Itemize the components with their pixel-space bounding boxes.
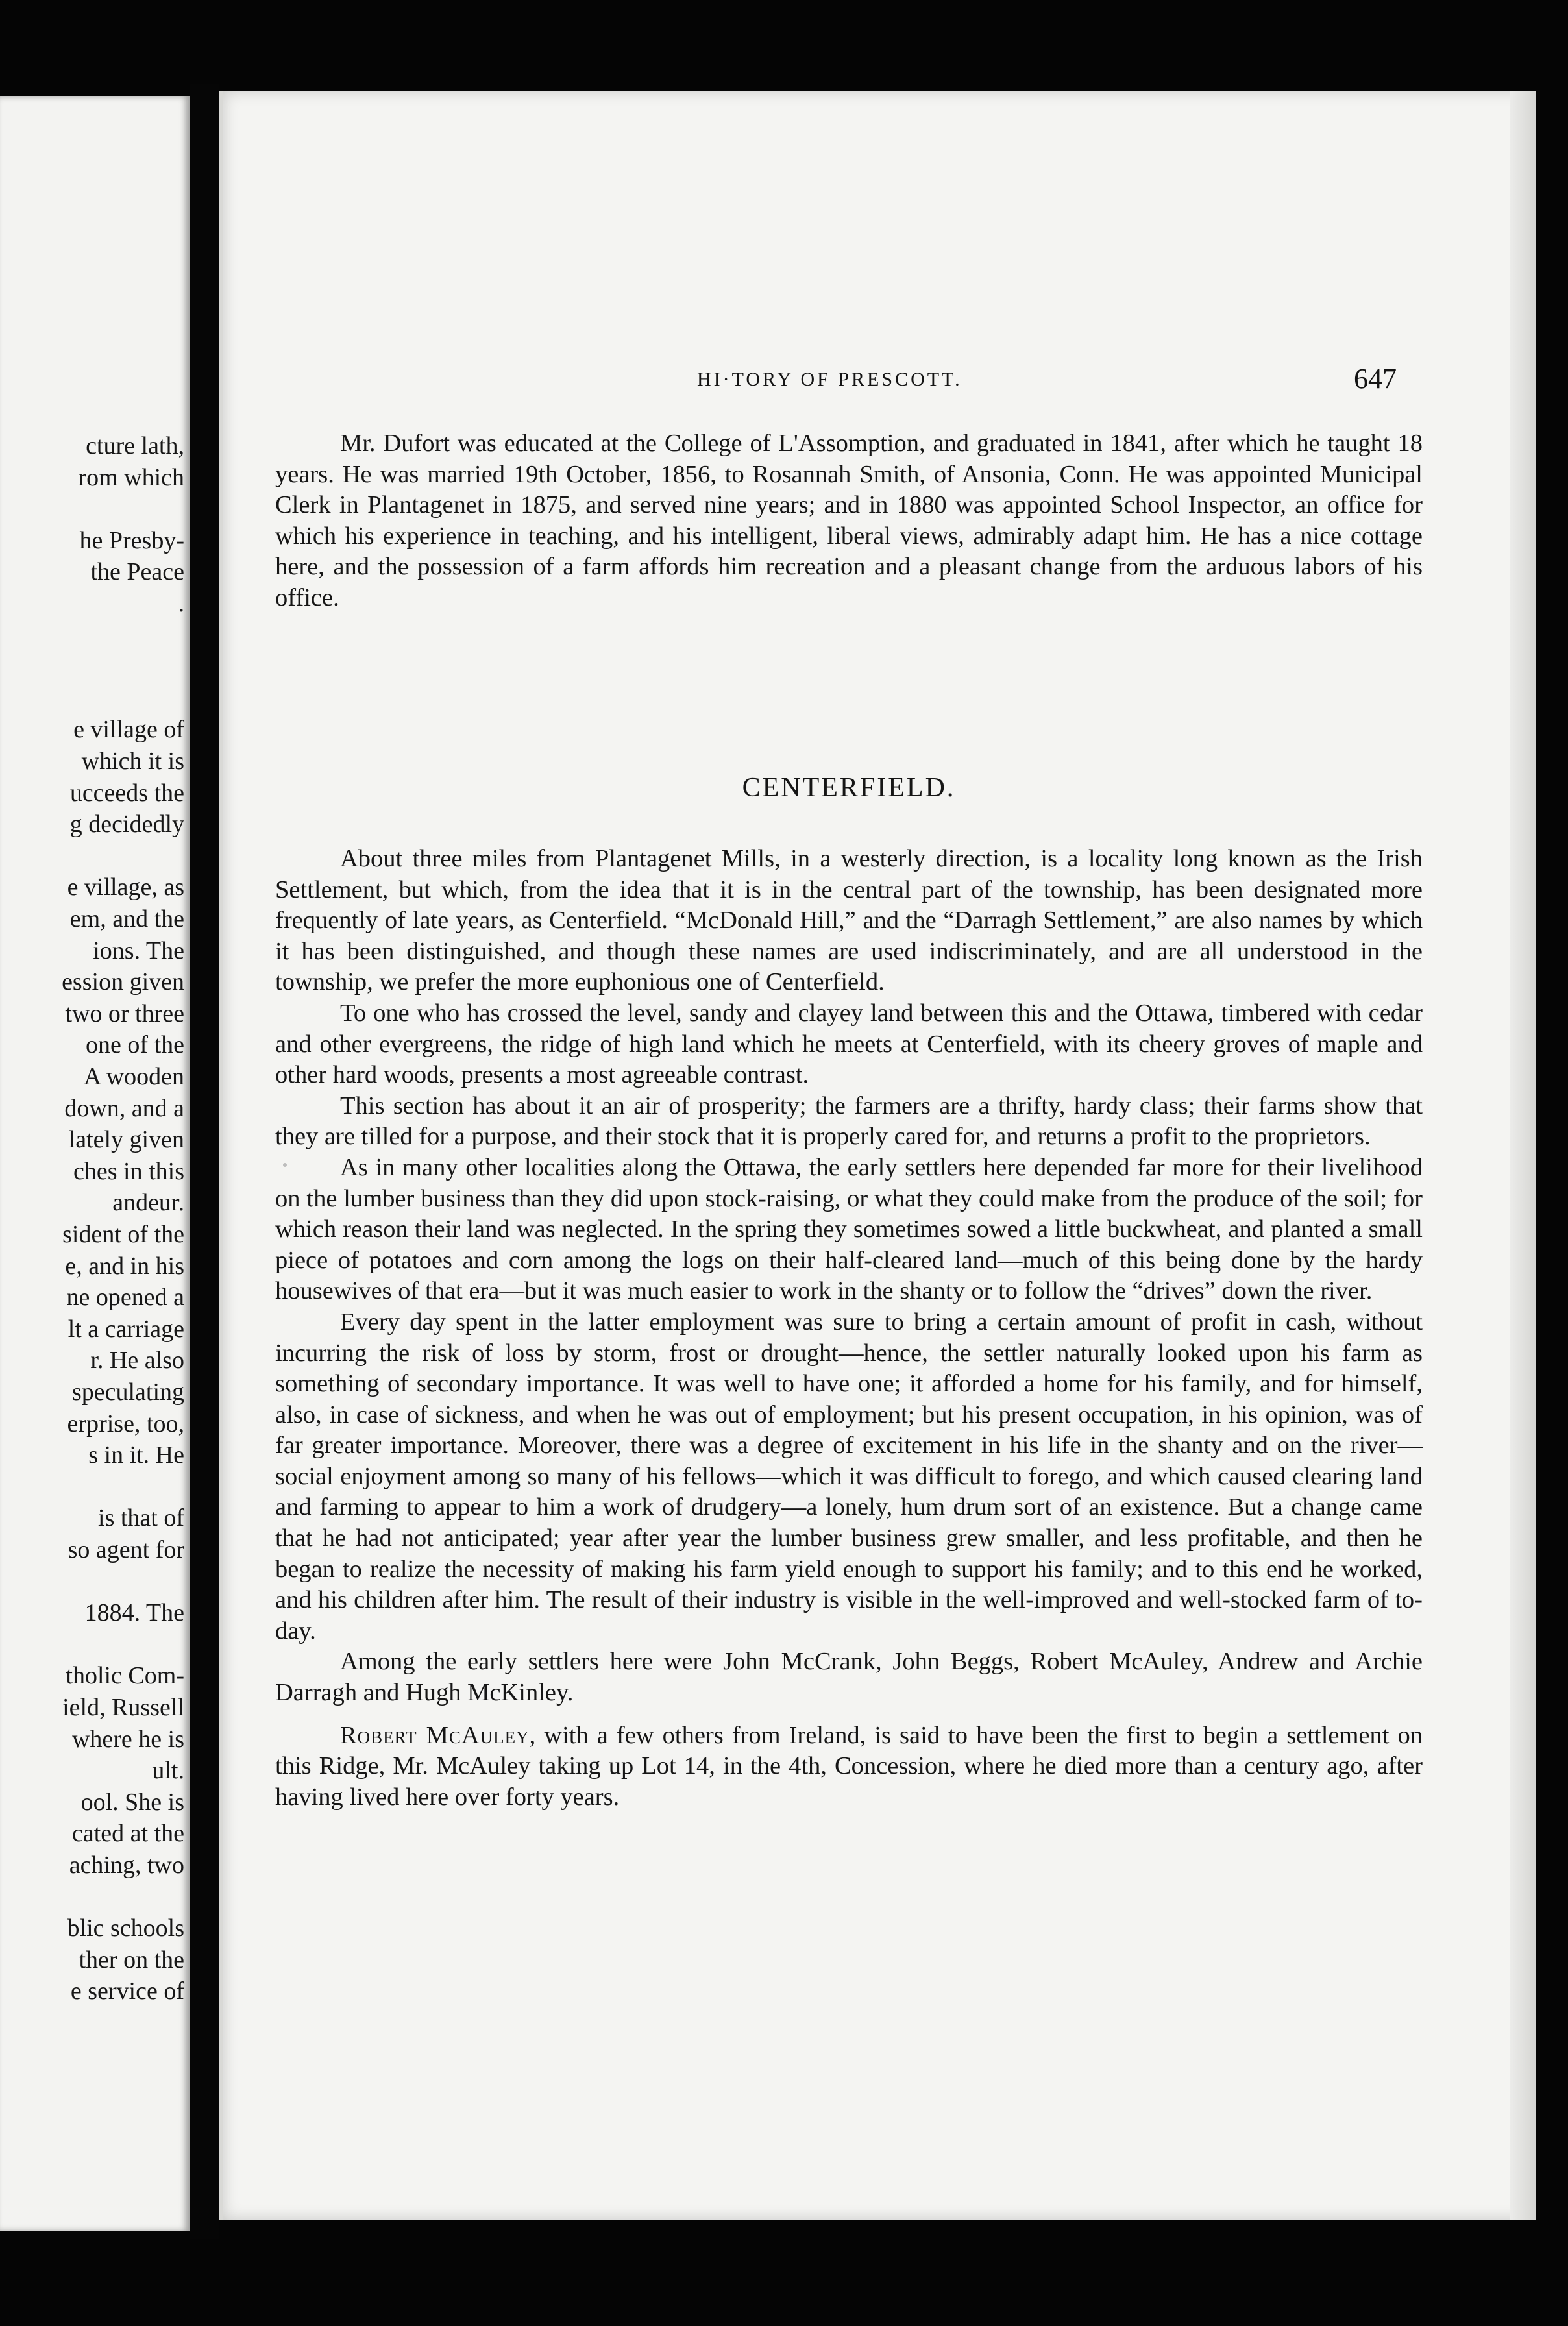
running-head bbox=[223, 363, 1536, 401]
left-page-line: speculating bbox=[71, 1378, 184, 1406]
left-page-line: aching, two bbox=[69, 1852, 184, 1879]
left-page-line: lt a carriage bbox=[67, 1315, 184, 1343]
left-page-line: cture lath, bbox=[86, 432, 184, 459]
running-title: HI·TORY OF PRESCOTT. bbox=[697, 369, 962, 390]
left-page-line: he Presby- bbox=[79, 526, 184, 554]
left-page-line: rom which bbox=[78, 463, 184, 491]
left-page-line: ucceeds the bbox=[69, 779, 184, 807]
biography-name: Robert McAuley bbox=[340, 1721, 530, 1749]
left-page-line: lately given bbox=[68, 1126, 184, 1154]
page-edge bbox=[1510, 91, 1536, 2220]
left-page-line: r. He also bbox=[90, 1347, 184, 1375]
paragraph: Every day spent in the latter employment was sure to bring a certain amount of profit in cash, without incurring the risk of loss by storm, frost or drought—hence, the settler naturally looked upon his farm as something of secondary importance. It was well to have one; it afforded a home for his family, and for himself, also, in case of sickness, and when he was out of employment; but his present occupation, in his opinion, was of far greater importance. Moreover, there was a degree of excitement in his life in the shanty and on the river—social enjoyment among so many of his fellows—which it was difficult to forego, and which caused clearing land and farming to appear to him a work of drudgery—a lonely, hum drum sort of an existence. But a change came that he had not anticipated; year after year the lumber business grew smaller, and less profitable, and then he began to realize the necessity of making his farm yield enough to support his family; and to this end he worked, and his children after him. The result of their industry is visible in the well-improved and well-stocked farm of to-day. bbox=[275, 1308, 1423, 1645]
left-facing-page bbox=[0, 96, 190, 2231]
left-page-line: ther on the bbox=[79, 1946, 184, 1974]
left-page-line: so agent for bbox=[67, 1536, 184, 1563]
left-page-line: ool. She is bbox=[80, 1788, 184, 1816]
left-page-line: ession given bbox=[62, 968, 184, 996]
left-page-line: one of the bbox=[86, 1031, 184, 1059]
paragraph: To one who has crossed the level, sandy and clayey land between this and the Ottawa, timbered with cedar and other evergreens, the ridge of high land which he meets at Centerfield, with its cheery groves of maple and other hard woods, presents a most agreeable contrast. bbox=[275, 999, 1423, 1089]
left-page-line: e, and in his bbox=[65, 1252, 184, 1280]
left-page-line: cated at the bbox=[71, 1820, 184, 1848]
left-page-line: ions. The bbox=[93, 937, 184, 964]
left-page-line: ult. bbox=[152, 1757, 184, 1785]
left-page-line: which it is bbox=[81, 748, 184, 775]
intro-paragraph: Mr. Dufort was educated at the College of L'Assomption, and graduated in 1841, after which he taught 18 years. He was married 19th October, 1856, to Rosannah Smith, of Ansonia, Conn. He was appointed Municipal Clerk in Plantagenet in 1875, and served nine years; and in 1880 was appointed School Inspector, an office for which his experience in teaching, and his intelligent, liberal views, admirably adapt him. He has a nice cottage here, and the possession of a farm affords him recreation and a pleasant change from the arduous labors of his office. bbox=[275, 430, 1423, 611]
biography-text: , with a few others from Ireland, is said to have been the first to begin a settlement on this Ridge, Mr. McAuley taking up Lot 14, in the 4th, Concession, where he died more than a century ago, after having lived here over forty years. bbox=[275, 1721, 1423, 1811]
page-number: 647 bbox=[1354, 363, 1397, 395]
left-page-line: g decidedly bbox=[69, 811, 184, 839]
biography-paragraph bbox=[275, 1720, 1423, 1813]
paragraph: As in many other localities along the Ottawa, the early settlers here depended far more for their livelihood on the lumber business than they did upon stock-raising, or what they could make from the produce of the soil; for which reason their land was neglected. In the spring they sometimes sowed a little buckwheat, and planted a small piece of potatoes and corn among the logs on their half-cleared land—much of this being done by the hardy housewives of that era—but it was much easier to work in the shanty or to follow the “drives” down the river. bbox=[275, 1153, 1423, 1305]
left-page-line: s in it. He bbox=[88, 1441, 184, 1469]
paragraph: Among the early settlers here were John McCrank, John Beggs, Robert McAuley, Andrew and Archie Darragh and Hugh McKinley. bbox=[275, 1648, 1423, 1707]
left-page-line: down, and a bbox=[64, 1094, 184, 1122]
left-page-line: . bbox=[178, 590, 184, 617]
paragraph: About three miles from Plantagenet Mills, in a westerly direction, is a locality long known as the Irish Settlement, but which, from the idea that it is in the central part of the township, has been designated more frequently of late years, as Centerfield. “McDonald Hill,” and the “Darragh Settlement,” are also names by which it has been distinguished, and though these names are used indiscriminately, and are all understood in the township, we prefer the more euphonious one of Centerfield. bbox=[275, 845, 1423, 996]
left-page-line: ield, Russell bbox=[62, 1694, 184, 1721]
left-page-line: two or three bbox=[65, 999, 184, 1027]
left-page-line: e village of bbox=[73, 716, 184, 744]
paragraph: This section has about it an air of prosperity; the farmers are a thrifty, hardy class; their farms show that they are tilled for a purpose, and their stock that it is properly cared for, and returns a profit to the proprietors. bbox=[275, 1092, 1423, 1151]
book-gutter bbox=[190, 84, 219, 2239]
left-page-line: andeur. bbox=[112, 1189, 184, 1217]
left-page-line: 1884. The bbox=[84, 1599, 184, 1627]
left-page-line: erprise, too, bbox=[67, 1410, 184, 1438]
left-page-line: the Peace bbox=[90, 558, 184, 586]
left-page-line: A wooden bbox=[83, 1063, 184, 1090]
left-page-line: e service of bbox=[70, 1977, 184, 2005]
left-page-line: blic schools bbox=[67, 1915, 184, 1942]
left-page-line: sident of the bbox=[62, 1221, 184, 1248]
left-page-line: e village, as bbox=[67, 874, 184, 901]
main-page bbox=[219, 91, 1536, 2220]
left-page-line: tholic Com- bbox=[66, 1662, 184, 1690]
body-text bbox=[275, 844, 1423, 1813]
left-page-line: where he is bbox=[71, 1725, 184, 1753]
section-title: CENTERFIELD. bbox=[742, 773, 956, 803]
left-page-line: em, and the bbox=[69, 905, 184, 933]
intro-text bbox=[275, 428, 1423, 614]
left-page-line: ches in this bbox=[73, 1157, 184, 1185]
left-page-line: ne opened a bbox=[66, 1284, 184, 1312]
left-page-line: is that of bbox=[98, 1504, 184, 1532]
scan-speck bbox=[283, 1163, 287, 1167]
